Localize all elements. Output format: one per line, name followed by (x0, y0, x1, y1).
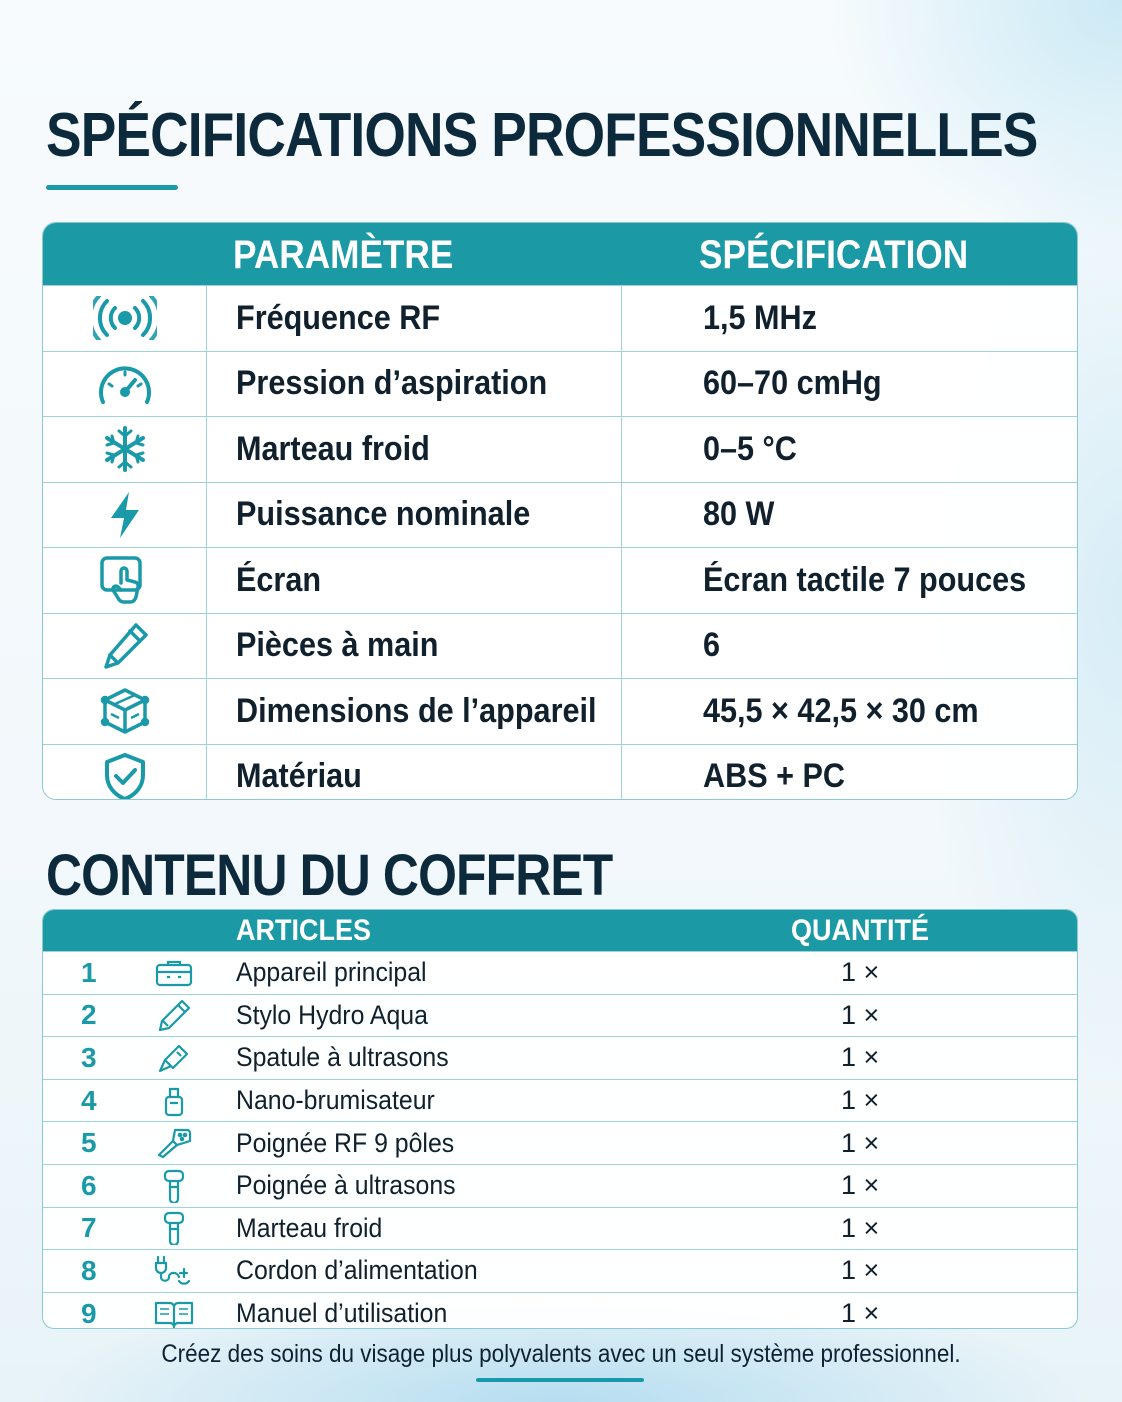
header-spec: SPÉCIFICATION (699, 233, 969, 277)
param-label: Puissance nominale (236, 495, 531, 534)
param-label: Matériau (236, 757, 362, 796)
article-label: Stylo Hydro Aqua (236, 999, 428, 1030)
header-quantity: QUANTITÉ (791, 914, 929, 947)
quantity-value: 1 × (841, 1170, 880, 1201)
item-number: 2 (81, 999, 97, 1031)
plug-icon (154, 1255, 194, 1287)
item-number: 8 (81, 1254, 97, 1286)
list-item (43, 1292, 1077, 1329)
article-label: Poignée RF 9 pôles (236, 1127, 455, 1158)
spec-value: ABS + PC (703, 757, 845, 796)
spec-value: 60–70 cmHg (703, 364, 882, 403)
signal-icon (93, 296, 157, 340)
specs-table-header (43, 223, 1077, 285)
list-item (43, 1121, 1077, 1164)
header-articles: ARTICLES (236, 914, 371, 947)
tagline (0, 1340, 1122, 1369)
param-label: Pièces à main (236, 626, 439, 665)
spec-value: 45,5 × 42,5 × 30 cm (703, 691, 979, 730)
list-item (43, 1207, 1077, 1250)
article-label: Appareil principal (236, 957, 427, 988)
pen-icon (157, 999, 191, 1031)
cube-icon (99, 686, 151, 736)
item-number: 6 (81, 1169, 97, 1201)
snowflake-icon (101, 425, 149, 473)
box-title: CONTENU DU COFFRET (46, 843, 613, 908)
item-number: 7 (81, 1212, 97, 1244)
rf-handle-icon (155, 1127, 193, 1159)
param-label: Pression d’aspiration (236, 364, 548, 403)
specs-title: SPÉCIFICATIONS PROFESSIONNELLES (46, 101, 1038, 170)
list-item (43, 951, 1077, 994)
list-item (43, 1164, 1077, 1207)
item-number: 1 (81, 956, 97, 988)
title-underline (46, 185, 178, 190)
spec-value: Écran tactile 7 pouces (703, 560, 1027, 599)
gauge-icon (95, 362, 155, 406)
quantity-value: 1 × (841, 1042, 880, 1073)
article-label: Poignée à ultrasons (236, 1170, 456, 1201)
list-item (43, 1036, 1077, 1079)
quantity-value: 1 × (841, 1085, 880, 1116)
param-label: Marteau froid (236, 429, 430, 468)
quantity-value: 1 × (841, 1127, 880, 1158)
header-param: PARAMÈTRE (233, 233, 454, 277)
list-item (43, 994, 1077, 1037)
item-number: 4 (81, 1084, 97, 1116)
article-label: Manuel d’utilisation (236, 1298, 448, 1329)
param-label: Fréquence RF (236, 298, 441, 337)
spec-value: 80 W (703, 495, 775, 534)
hammer-icon (162, 1211, 186, 1245)
box-contents-table (42, 909, 1078, 1329)
param-label: Dimensions de l’appareil (236, 691, 597, 730)
spec-row (43, 744, 1077, 801)
quantity-value: 1 × (841, 1212, 880, 1243)
list-item (43, 1079, 1077, 1122)
spec-row (43, 416, 1077, 482)
item-number: 3 (81, 1041, 97, 1073)
spec-row (43, 547, 1077, 613)
box-table-header (43, 910, 1077, 951)
lightning-icon (105, 490, 145, 540)
article-label: Marteau froid (236, 1212, 383, 1243)
touchscreen-icon (99, 555, 151, 605)
tagline-text: Créez des soins du visage plus polyvalents avec un seul système professionnel. (161, 1340, 961, 1368)
spatula-icon (157, 1042, 191, 1074)
book-icon (154, 1299, 194, 1329)
list-item (43, 1249, 1077, 1292)
spec-row (43, 678, 1077, 744)
spec-row (43, 613, 1077, 679)
quantity-value: 1 × (841, 1298, 880, 1329)
spec-value: 1,5 MHz (703, 298, 817, 337)
spec-row (43, 285, 1077, 351)
article-label: Spatule à ultrasons (236, 1042, 449, 1073)
spec-value: 0–5 °C (703, 429, 797, 468)
specs-table (42, 222, 1078, 800)
quantity-value: 1 × (841, 999, 880, 1030)
device-icon (155, 959, 193, 987)
article-label: Nano-brumisateur (236, 1085, 435, 1116)
shield-check-icon (102, 752, 148, 800)
spec-value: 6 (703, 626, 721, 665)
quantity-value: 1 × (841, 957, 880, 988)
spec-row (43, 351, 1077, 417)
article-label: Cordon d’alimentation (236, 1255, 478, 1286)
handle-icon (162, 1169, 186, 1203)
item-number: 9 (81, 1297, 97, 1329)
sprayer-icon (163, 1085, 185, 1117)
pen-icon (100, 621, 150, 671)
quantity-value: 1 × (841, 1255, 880, 1286)
spec-row (43, 482, 1077, 548)
item-number: 5 (81, 1127, 97, 1159)
param-label: Écran (236, 560, 322, 599)
tagline-underline (476, 1378, 644, 1382)
